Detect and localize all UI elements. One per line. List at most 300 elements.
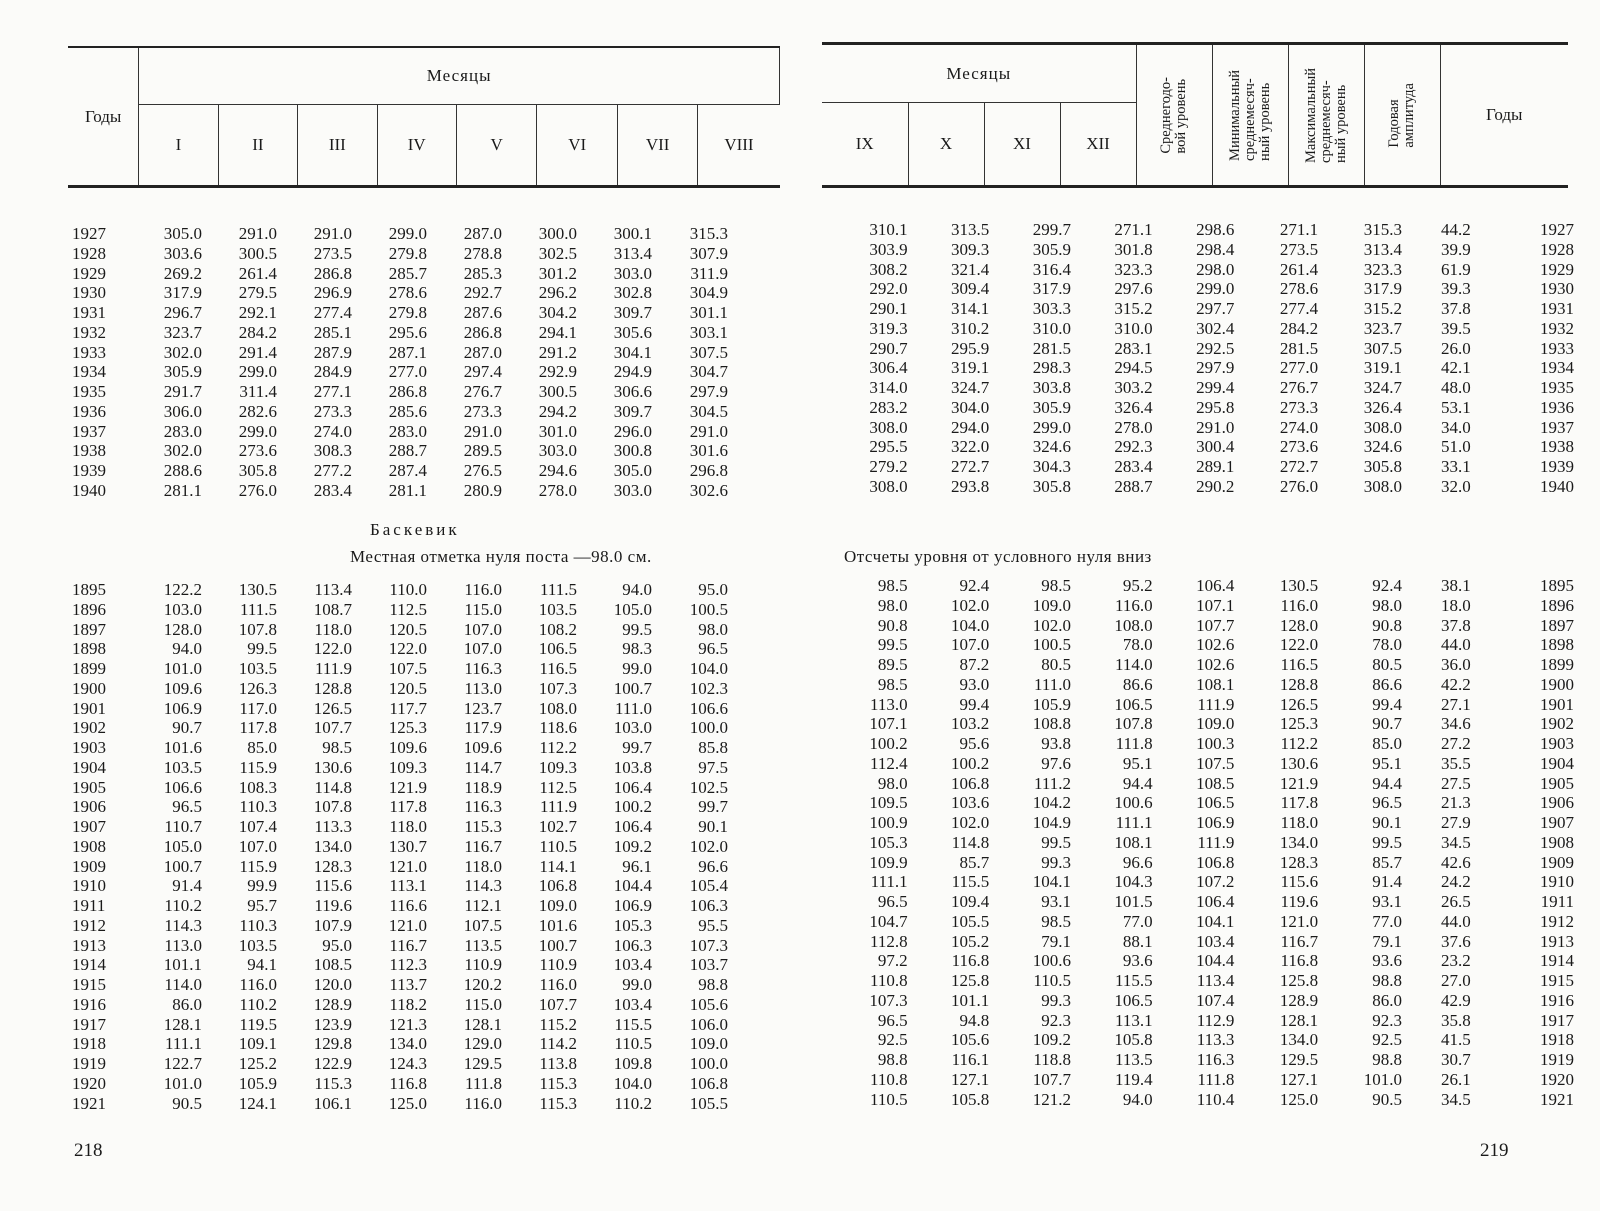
year-cell: 1937: [72, 421, 106, 441]
value-cell: 98.5: [1041, 576, 1071, 595]
value-cell: 112.5: [389, 599, 427, 619]
value-cell: 130.7: [388, 836, 427, 856]
value-cell: 288.7: [388, 441, 427, 461]
month-header-XI: XI: [984, 103, 1060, 187]
value-cell: 283.4: [313, 480, 352, 500]
value-cell: 94.4: [1122, 773, 1153, 793]
value-cell: 86.0: [172, 994, 202, 1014]
value-cell: 95.6: [959, 734, 990, 753]
value-cell: 103.8: [613, 757, 652, 777]
table-row: [856, 1030, 1574, 1050]
value-cell: 114.0: [1115, 655, 1153, 674]
value-cell: 111.9: [315, 659, 352, 678]
value-cell: 103.4: [1196, 931, 1235, 951]
value-cell: 107.8: [313, 797, 352, 817]
table-row: [856, 616, 1574, 636]
value-cell: 278.6: [1279, 279, 1319, 299]
value-cell: 113.0: [464, 678, 502, 698]
value-cell: 113.4: [314, 580, 352, 599]
value-cell: 34.0: [1441, 417, 1471, 437]
value-cell: 294.6: [538, 461, 577, 480]
year-cell: 1910: [1540, 872, 1574, 892]
table-row: [72, 876, 728, 896]
value-cell: 306.0: [163, 401, 202, 421]
value-cell: 32.0: [1441, 476, 1471, 496]
value-cell: 291.7: [163, 382, 202, 401]
value-cell: 104.1: [1032, 872, 1071, 892]
value-cell: 107.0: [463, 619, 502, 639]
value-cell: 269.2: [163, 263, 202, 283]
value-cell: 92.4: [1372, 576, 1402, 595]
value-cell: 304.0: [951, 397, 990, 417]
year-cell: 1933: [1540, 338, 1574, 358]
value-cell: 299.0: [238, 362, 277, 382]
value-cell: 85.0: [247, 738, 277, 757]
value-cell: 98.5: [322, 738, 352, 757]
year-cell: 1919: [1540, 1050, 1574, 1069]
value-cell: 321.4: [951, 259, 990, 279]
value-cell: 94.0: [622, 580, 652, 599]
value-cell: 113.3: [314, 817, 352, 836]
table-row: [72, 955, 728, 975]
value-cell: 305.8: [1032, 476, 1071, 496]
value-cell: 106.8: [951, 773, 990, 793]
value-cell: 299.0: [1196, 279, 1235, 299]
value-cell: 302.0: [163, 342, 202, 362]
years-header: Годы: [68, 47, 139, 187]
value-cell: 96.5: [877, 892, 908, 911]
value-cell: 314.0: [869, 378, 908, 397]
year-cell: 1912: [1540, 911, 1574, 931]
value-cell: 107.7: [1196, 615, 1235, 635]
value-cell: 323.3: [1363, 259, 1402, 279]
value-cell: 116.0: [239, 975, 277, 994]
value-cell: 116.0: [1115, 595, 1153, 615]
years-header: Годы: [1440, 44, 1568, 187]
table-row: [856, 279, 1574, 299]
value-cell: 44.0: [1441, 911, 1471, 931]
value-cell: 305.6: [613, 322, 652, 342]
value-cell: 279.8: [388, 243, 427, 263]
value-cell: 101.0: [163, 1073, 202, 1093]
value-cell: 105.4: [689, 876, 728, 896]
table-row: [72, 481, 728, 501]
value-cell: 99.7: [698, 797, 728, 817]
value-cell: 110.5: [869, 1089, 908, 1109]
value-cell: 106.5: [538, 639, 577, 659]
value-cell: 27.0: [1441, 971, 1471, 990]
value-cell: 285.3: [463, 263, 502, 283]
value-cell: 115.9: [239, 757, 277, 777]
value-cell: 279.8: [388, 303, 427, 322]
table-row: [72, 244, 728, 264]
year-cell: 1927: [72, 224, 106, 243]
value-cell: 303.1: [689, 322, 728, 342]
value-cell: 116.0: [464, 1093, 502, 1113]
value-cell: 301.8: [1114, 239, 1153, 259]
value-cell: 118.0: [464, 856, 502, 876]
value-cell: 105.5: [689, 1093, 728, 1113]
value-cell: 290.7: [869, 338, 908, 358]
value-cell: 26.1: [1441, 1069, 1471, 1089]
value-cell: 292.9: [538, 362, 577, 382]
value-cell: 307.5: [689, 342, 728, 362]
value-cell: 323.7: [163, 322, 202, 342]
value-cell: 128.0: [163, 619, 202, 639]
table-row: [856, 378, 1574, 398]
value-cell: 100.0: [689, 1054, 728, 1073]
value-cell: 303.0: [613, 263, 652, 283]
value-cell: 92.3: [1041, 1010, 1071, 1030]
year-cell: 1933: [72, 342, 106, 362]
value-cell: 110.3: [239, 915, 277, 935]
value-cell: 305.9: [1032, 239, 1071, 259]
value-cell: 101.1: [163, 955, 202, 975]
value-cell: 119.6: [314, 896, 352, 915]
value-cell: 107.1: [1196, 595, 1235, 615]
stat-header-wrap: [1365, 45, 1440, 185]
value-cell: 294.5: [1114, 358, 1153, 378]
value-cell: 298.0: [1196, 259, 1235, 279]
value-cell: 97.2: [877, 951, 908, 971]
year-cell: 1940: [1540, 476, 1574, 496]
value-cell: 113.0: [164, 935, 202, 955]
value-cell: 99.5: [1041, 832, 1071, 852]
value-cell: 100.6: [1114, 793, 1153, 813]
value-cell: 107.5: [388, 659, 427, 678]
value-cell: 95.2: [1122, 576, 1153, 595]
value-cell: 108.2: [538, 619, 577, 639]
value-cell: 112.4: [869, 753, 908, 773]
value-cell: 109.3: [538, 757, 577, 777]
value-cell: 110.2: [239, 994, 277, 1014]
value-cell: 129.5: [463, 1054, 502, 1073]
value-cell: 107.3: [869, 990, 908, 1010]
month-header-VI: VI: [537, 105, 617, 187]
value-cell: 124.1: [238, 1093, 277, 1113]
value-cell: 117.7: [389, 698, 427, 718]
value-cell: 115.2: [539, 1014, 577, 1034]
value-cell: 108.5: [1196, 773, 1235, 793]
value-cell: 106.1: [313, 1093, 352, 1113]
year-cell: 1912: [72, 915, 106, 935]
value-cell: 108.0: [538, 698, 577, 718]
value-cell: 106.4: [1196, 892, 1235, 911]
value-cell: 85.7: [959, 852, 990, 872]
value-cell: 48.0: [1441, 378, 1471, 397]
value-cell: 115.9: [239, 856, 277, 876]
table-row: [72, 620, 728, 640]
value-cell: 292.7: [463, 283, 502, 303]
value-cell: 37.8: [1441, 299, 1471, 318]
year-cell: 1903: [1540, 734, 1574, 753]
table-row: [856, 398, 1574, 418]
value-cell: 106.3: [613, 935, 652, 955]
value-cell: 100.2: [951, 753, 990, 773]
table-row: [856, 299, 1574, 319]
value-cell: 34.5: [1441, 832, 1471, 852]
table-row: [856, 754, 1574, 774]
month-header-II: II: [218, 105, 297, 187]
value-cell: 102.7: [538, 817, 577, 836]
value-cell: 110.3: [239, 797, 277, 817]
value-cell: 120.0: [313, 975, 352, 994]
left-table-1895-1921: [72, 580, 728, 1113]
value-cell: 21.3: [1441, 793, 1471, 813]
year-cell: 1932: [72, 322, 106, 342]
value-cell: 316.4: [1032, 259, 1071, 279]
value-cell: 116.7: [1280, 931, 1319, 951]
value-cell: 85.0: [1372, 734, 1402, 753]
value-cell: 104.3: [1114, 872, 1153, 892]
value-cell: 109.3: [388, 757, 427, 777]
value-cell: 26.0: [1441, 338, 1471, 358]
value-cell: 100.0: [689, 718, 728, 738]
value-cell: 125.0: [388, 1093, 427, 1113]
year-cell: 1935: [1540, 378, 1574, 397]
value-cell: 116.3: [464, 797, 502, 817]
value-cell: 122.0: [388, 639, 427, 659]
value-cell: 326.4: [1114, 397, 1153, 417]
value-cell: 90.5: [1372, 1089, 1402, 1109]
value-cell: 98.0: [877, 595, 908, 615]
value-cell: 126.5: [1279, 694, 1319, 714]
value-cell: 121.9: [1279, 773, 1319, 793]
value-cell: 305.9: [1032, 397, 1071, 417]
value-cell: 102.0: [1032, 615, 1071, 635]
table-row: [856, 418, 1574, 438]
value-cell: 134.0: [1279, 1030, 1319, 1050]
table-row: [72, 1034, 728, 1054]
value-cell: 278.0: [538, 480, 577, 500]
value-cell: 297.6: [1114, 279, 1153, 299]
value-cell: 114.7: [464, 757, 502, 777]
value-cell: 276.7: [463, 382, 502, 401]
value-cell: 116.7: [464, 836, 502, 856]
value-cell: 103.5: [163, 757, 202, 777]
month-header-VIII: VIII: [698, 105, 780, 187]
value-cell: 99.5: [622, 619, 652, 639]
value-cell: 302.5: [538, 243, 577, 263]
value-cell: 86.6: [1372, 674, 1402, 694]
value-cell: 125.8: [1279, 971, 1319, 990]
value-cell: 288.7: [1114, 476, 1153, 496]
year-cell: 1936: [1540, 397, 1574, 417]
value-cell: 121.3: [388, 1014, 427, 1034]
value-cell: 297.7: [1196, 299, 1235, 318]
value-cell: 99.5: [877, 635, 908, 655]
value-cell: 93.0: [959, 674, 990, 694]
table-row: [856, 932, 1574, 952]
year-cell: 1930: [1540, 279, 1574, 299]
year-cell: 1934: [1540, 358, 1574, 378]
value-cell: 94.0: [172, 639, 202, 659]
value-cell: 317.9: [163, 283, 202, 303]
value-cell: 106.9: [1196, 813, 1235, 832]
value-cell: 300.8: [613, 441, 652, 461]
value-cell: 293.8: [951, 476, 990, 496]
value-cell: 273.6: [1279, 437, 1319, 457]
table-row: [856, 695, 1574, 715]
value-cell: 313.4: [1363, 239, 1402, 259]
value-cell: 95.1: [1372, 753, 1402, 773]
value-cell: 96.5: [877, 1010, 908, 1030]
table-row: [72, 580, 728, 600]
value-cell: 297.4: [463, 362, 502, 382]
value-cell: 41.5: [1441, 1030, 1471, 1050]
value-cell: 110.9: [539, 955, 577, 975]
value-cell: 106.4: [613, 777, 652, 797]
value-cell: 305.9: [163, 362, 202, 382]
value-cell: 281.5: [1032, 338, 1071, 358]
zero-mark-note: Местная отметка нуля поста —98.0 см.: [350, 547, 652, 566]
year-cell: 1906: [72, 797, 106, 817]
value-cell: 101.1: [951, 990, 990, 1010]
value-cell: 109.5: [869, 793, 908, 813]
value-cell: 314.1: [951, 299, 990, 318]
value-cell: 108.1: [1196, 674, 1235, 694]
table-row: [72, 738, 728, 758]
value-cell: 276.0: [1279, 476, 1319, 496]
value-cell: 96.5: [1372, 793, 1402, 813]
value-cell: 111.2: [1033, 773, 1071, 793]
table-row: [72, 402, 728, 422]
value-cell: 99.3: [1041, 852, 1071, 872]
value-cell: 286.8: [463, 322, 502, 342]
value-cell: 106.6: [689, 698, 728, 718]
value-cell: 124.3: [388, 1054, 427, 1073]
value-cell: 107.0: [951, 635, 990, 655]
value-cell: 303.8: [1032, 378, 1071, 397]
month-header-V: V: [456, 105, 536, 187]
value-cell: 286.8: [388, 382, 427, 401]
year-cell: 1901: [1540, 694, 1574, 714]
value-cell: 274.0: [313, 421, 352, 441]
year-cell: 1929: [1540, 259, 1574, 279]
value-cell: 294.9: [613, 362, 652, 382]
value-cell: 299.0: [1032, 417, 1071, 437]
year-cell: 1917: [1540, 1010, 1574, 1030]
table-row: [72, 758, 728, 778]
value-cell: 283.0: [163, 421, 202, 441]
value-cell: 114.3: [464, 876, 502, 896]
year-cell: 1899: [72, 659, 106, 678]
value-cell: 105.8: [1114, 1030, 1153, 1050]
value-cell: 121.9: [388, 777, 427, 797]
year-cell: 1904: [72, 757, 106, 777]
value-cell: 38.1: [1441, 576, 1471, 595]
value-cell: 305.8: [1363, 457, 1402, 476]
months-header: Месяцы: [822, 44, 1136, 103]
value-cell: 116.0: [539, 975, 577, 994]
value-cell: 105.6: [951, 1030, 990, 1050]
value-cell: 101.0: [163, 659, 202, 678]
value-cell: 128.3: [1279, 852, 1319, 872]
table-row: [72, 1094, 728, 1114]
months-header: Месяцы: [139, 47, 780, 105]
value-cell: 303.0: [538, 441, 577, 461]
value-cell: 27.5: [1441, 773, 1471, 793]
year-cell: 1900: [1540, 674, 1574, 694]
value-cell: 285.7: [388, 263, 427, 283]
value-cell: 276.5: [463, 461, 502, 480]
value-cell: 99.5: [1372, 832, 1402, 852]
value-cell: 128.1: [163, 1014, 202, 1034]
year-cell: 1916: [72, 994, 106, 1014]
value-cell: 42.6: [1441, 852, 1471, 872]
year-cell: 1915: [72, 975, 106, 994]
value-cell: 111.0: [1033, 674, 1071, 694]
value-cell: 109.0: [1196, 714, 1235, 734]
value-cell: 102.3: [689, 678, 728, 698]
value-cell: 98.5: [877, 576, 908, 595]
value-cell: 311.9: [690, 263, 728, 283]
value-cell: 101.6: [163, 738, 202, 757]
value-cell: 92.4: [959, 576, 990, 595]
value-cell: 105.9: [238, 1073, 277, 1093]
table-row: [72, 857, 728, 877]
value-cell: 93.1: [1372, 892, 1402, 911]
value-cell: 101.6: [538, 915, 577, 935]
month-header-IX: IX: [822, 103, 908, 187]
year-cell: 1915: [1540, 971, 1574, 990]
value-cell: 128.0: [1279, 615, 1319, 635]
value-cell: 125.3: [388, 718, 427, 738]
value-cell: 97.6: [1041, 753, 1071, 773]
year-cell: 1901: [72, 698, 106, 718]
value-cell: 26.5: [1441, 892, 1471, 911]
value-cell: 114.1: [539, 856, 577, 876]
value-cell: 127.1: [951, 1069, 990, 1089]
year-cell: 1939: [1540, 457, 1574, 476]
year-cell: 1916: [1540, 990, 1574, 1010]
value-cell: 30.7: [1441, 1050, 1471, 1069]
year-cell: 1940: [72, 480, 106, 500]
value-cell: 308.3: [313, 441, 352, 461]
value-cell: 120.5: [388, 678, 427, 698]
value-cell: 273.3: [1279, 397, 1319, 417]
table-row: [856, 319, 1574, 339]
value-cell: 104.0: [689, 659, 728, 678]
value-cell: 295.6: [388, 322, 427, 342]
value-cell: 284.2: [238, 322, 277, 342]
value-cell: 120.2: [463, 975, 502, 994]
value-cell: 108.7: [313, 599, 352, 619]
table-row: [72, 837, 728, 857]
value-cell: 95.0: [698, 580, 728, 599]
year-cell: 1931: [72, 303, 106, 322]
value-cell: 117.0: [239, 698, 277, 718]
value-cell: 127.1: [1279, 1069, 1319, 1089]
value-cell: 100.9: [869, 813, 908, 832]
table-row: [856, 1070, 1574, 1090]
value-cell: 39.3: [1441, 279, 1471, 299]
value-cell: 94.8: [959, 1010, 990, 1030]
value-cell: 108.1: [1114, 832, 1153, 852]
value-cell: 98.5: [877, 674, 908, 694]
value-cell: 106.8: [1196, 852, 1235, 872]
value-cell: 116.3: [1196, 1050, 1235, 1069]
value-cell: 294.2: [538, 401, 577, 421]
value-cell: 34.5: [1441, 1089, 1471, 1109]
value-cell: 105.6: [689, 994, 728, 1014]
value-cell: 125.0: [1279, 1089, 1319, 1109]
value-cell: 303.9: [869, 239, 908, 259]
value-cell: 310.0: [1032, 318, 1071, 338]
value-cell: 44.0: [1441, 635, 1471, 655]
table-row: [856, 912, 1574, 932]
year-cell: 1918: [72, 1034, 106, 1054]
